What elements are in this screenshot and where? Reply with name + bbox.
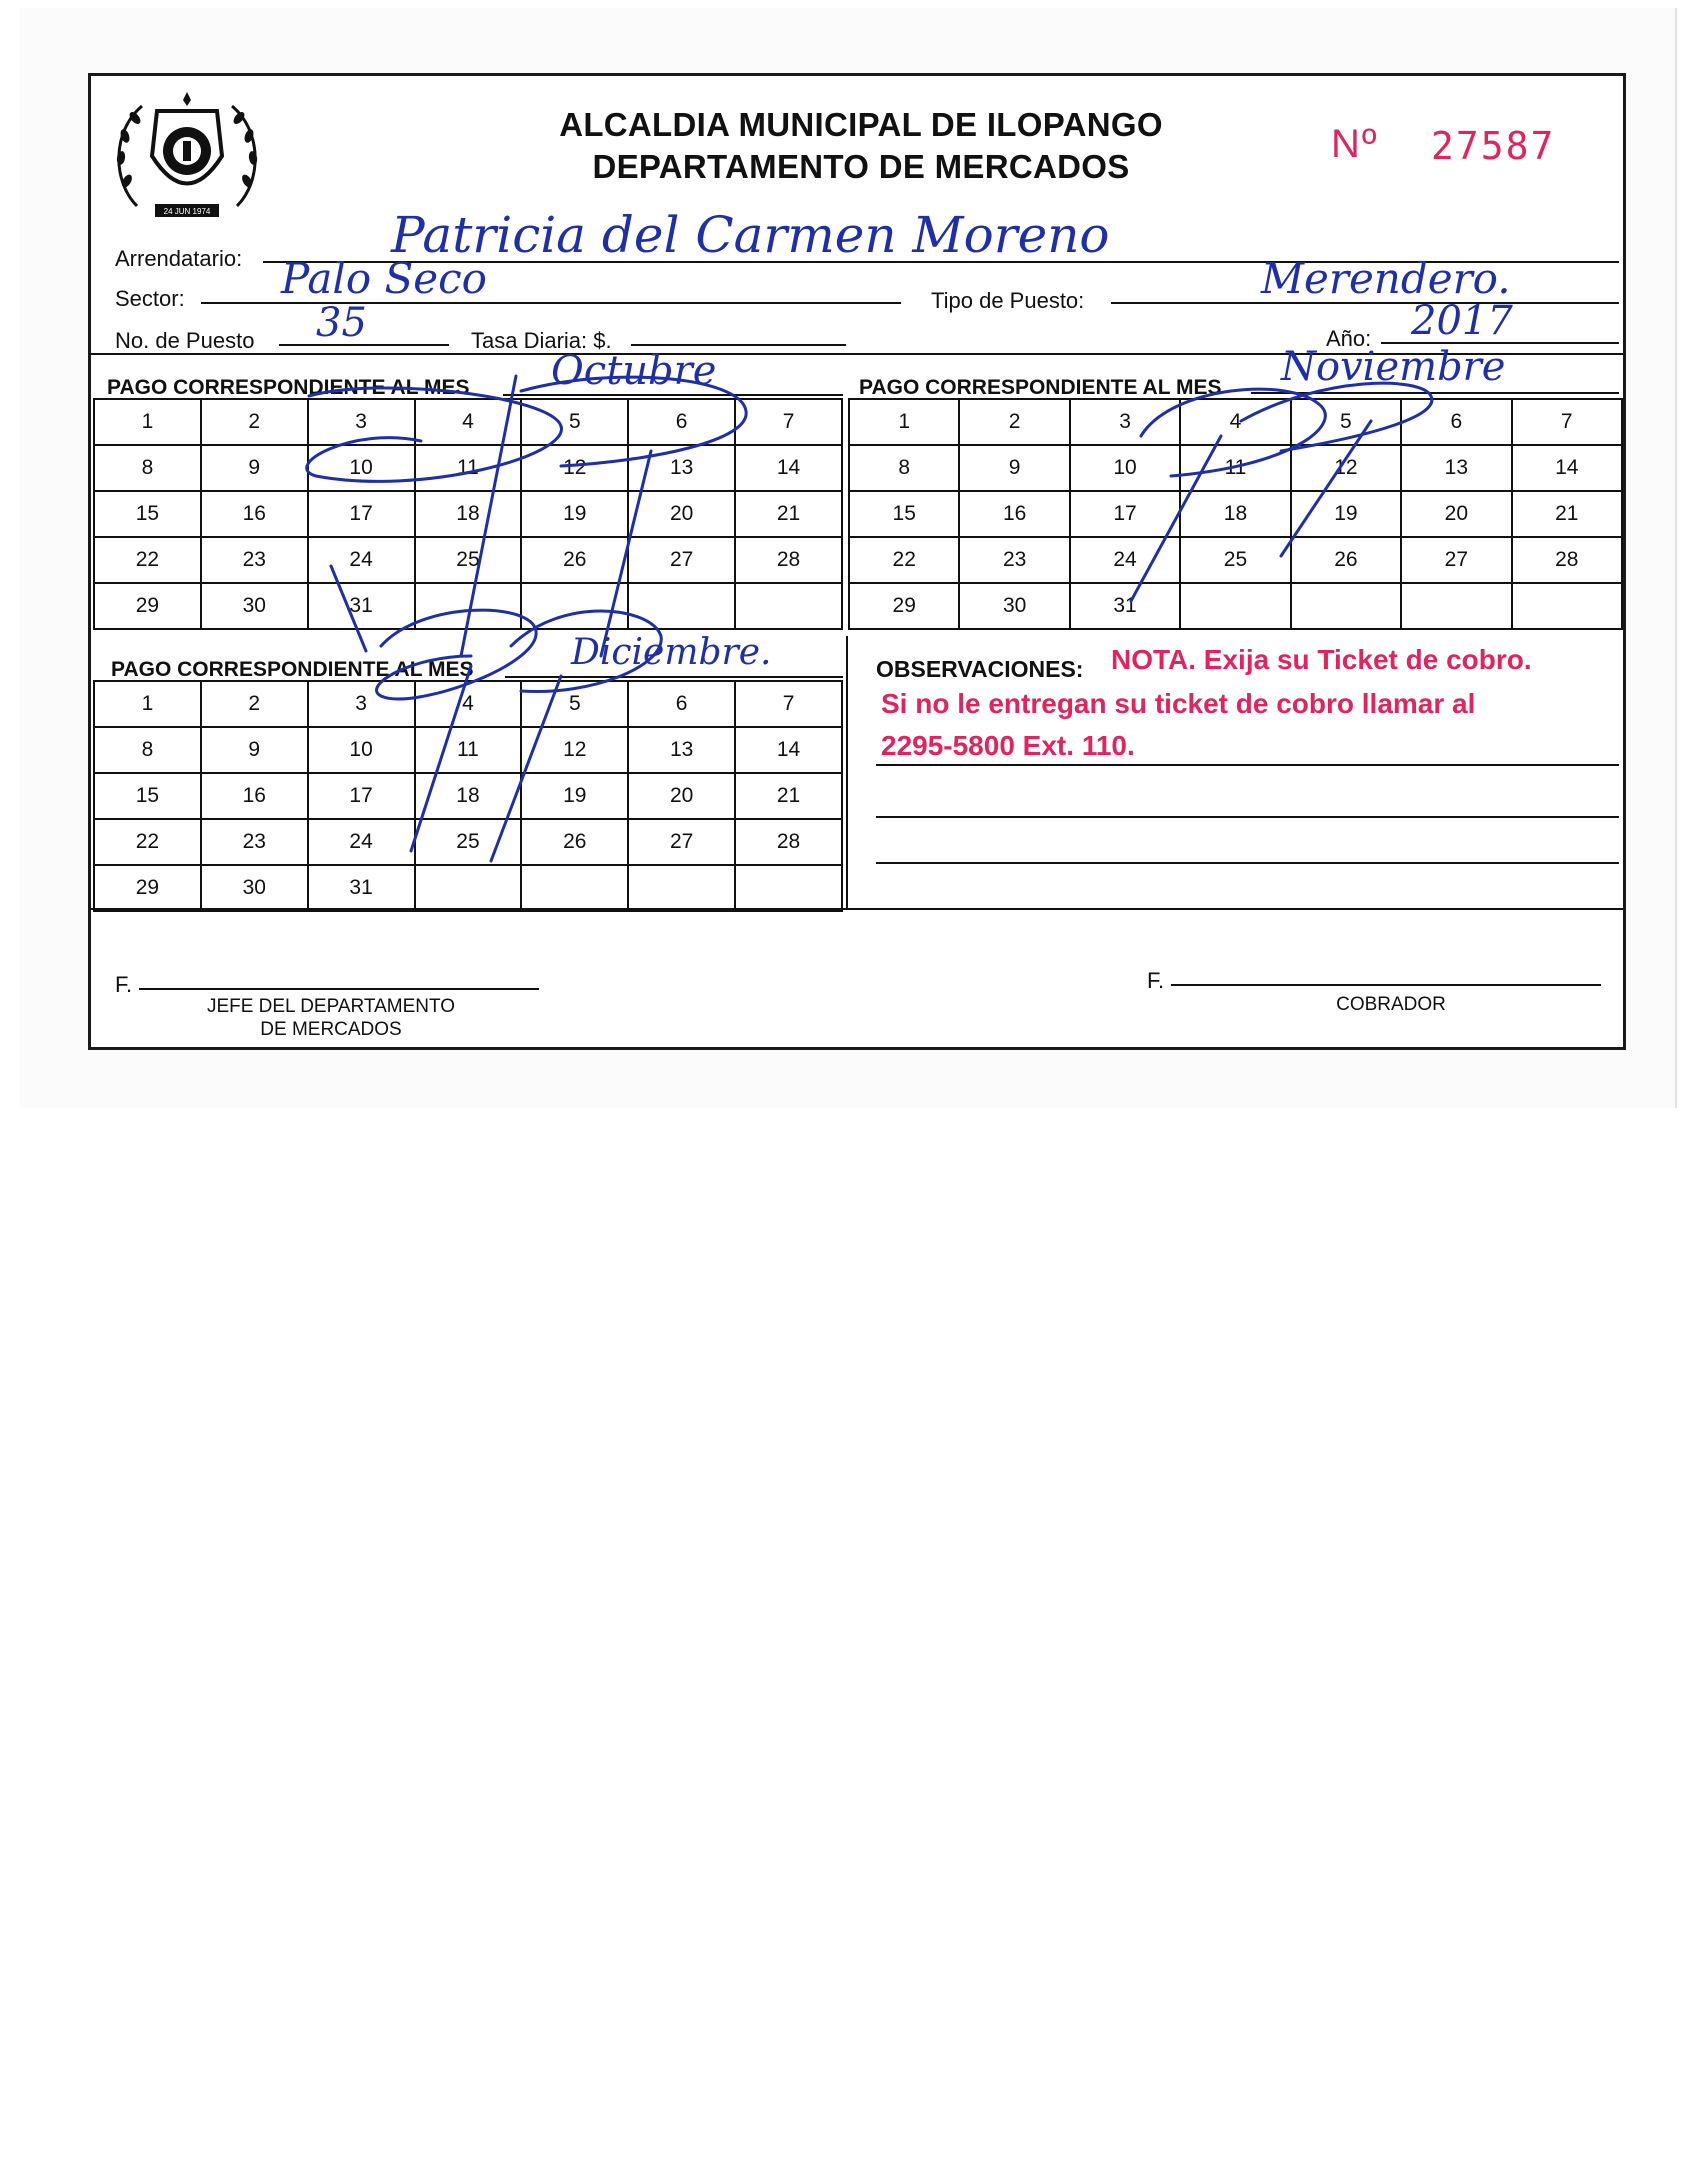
tipo-puesto-label: Tipo de Puesto: [931, 288, 1085, 313]
payment-marks-overlay [91, 356, 1623, 916]
sector-value: Palo Seco [281, 254, 487, 303]
payment-mark-noviembre-1 [1131, 389, 1325, 601]
header-title: ALCALDIA MUNICIPAL DE ILOPANGO [559, 106, 1163, 143]
payment-mark-diciembre-2 [491, 611, 661, 861]
month-value-octubre: Octubre [551, 348, 717, 394]
payment-mark-octubre-1 [307, 376, 562, 656]
seal-date: 24 JUN 1974 [163, 207, 211, 216]
header-subtitle: DEPARTAMENTO DE MERCADOS [592, 148, 1130, 185]
sig-left-caption-2: DE MERCADOS [260, 1019, 402, 1040]
puesto-label: No. de Puesto [115, 328, 255, 353]
anio-value: 2017 [1411, 298, 1513, 344]
sig-right-prefix: F. [1147, 968, 1165, 993]
arrendatario-label: Arrendatario: [115, 246, 243, 271]
tasa-diaria-line [631, 344, 846, 346]
anio-label: Año: [1326, 326, 1372, 351]
tipo-puesto-value: Merendero. [1261, 254, 1511, 303]
market-payment-card [88, 73, 1626, 1050]
month-label-noviembre: PAGO CORRESPONDIENTE AL MES [859, 376, 1222, 399]
observaciones-label: OBSERVACIONES: [876, 656, 1084, 682]
nota-line-1: NOTA. Exija su Ticket de cobro. [1111, 644, 1532, 675]
days-table-diciembre: 1 2 3 4 5 6 7 8 9 10 11 12 13 14 15 16 17 18 19 20 21 22 23 24 25 26 27 28 29 30 31 [93, 680, 843, 912]
municipal-seal-icon [107, 86, 267, 226]
receipt-number-prefix: Nº [1331, 122, 1379, 166]
days-table-octubre: 1 2 3 4 5 6 7 8 9 10 11 12 13 14 15 16 17 18 19 20 21 22 23 24 25 26 27 28 29 30 31 [93, 398, 843, 630]
days-table-noviembre: 1 2 3 4 5 6 7 8 9 10 11 12 13 14 15 16 17 18 19 20 21 22 23 24 25 26 27 28 29 30 31 [848, 398, 1623, 630]
sig-right-caption: COBRADOR [1336, 994, 1446, 1015]
nota-line-2: Si no le entregan su ticket de cobro llamar al [881, 688, 1476, 719]
month-label-diciembre: PAGO CORRESPONDIENTE AL MES [111, 658, 474, 681]
sig-left-prefix: F. [115, 972, 133, 997]
tasa-diaria-label: Tasa Diaria: $. [471, 328, 612, 353]
sig-right-line [1171, 984, 1601, 986]
sector-label: Sector: [115, 286, 185, 311]
puesto-value: 35 [316, 300, 367, 346]
month-value-diciembre: Diciembre. [571, 632, 772, 673]
sig-left-line [139, 988, 539, 990]
sig-left-caption-1: JEFE DEL DEPARTAMENTO [206, 996, 456, 1017]
month-value-noviembre: Noviembre [1281, 344, 1506, 390]
receipt-number: 27587 [1431, 124, 1556, 168]
month-label-octubre: PAGO CORRESPONDIENTE AL MES [107, 376, 470, 399]
arrendatario-value: Patricia del Carmen Moreno [391, 206, 1110, 264]
nota-line-3: 2295-5800 Ext. 110. [881, 730, 1135, 761]
payment-mark-noviembre-2 [1241, 383, 1432, 556]
